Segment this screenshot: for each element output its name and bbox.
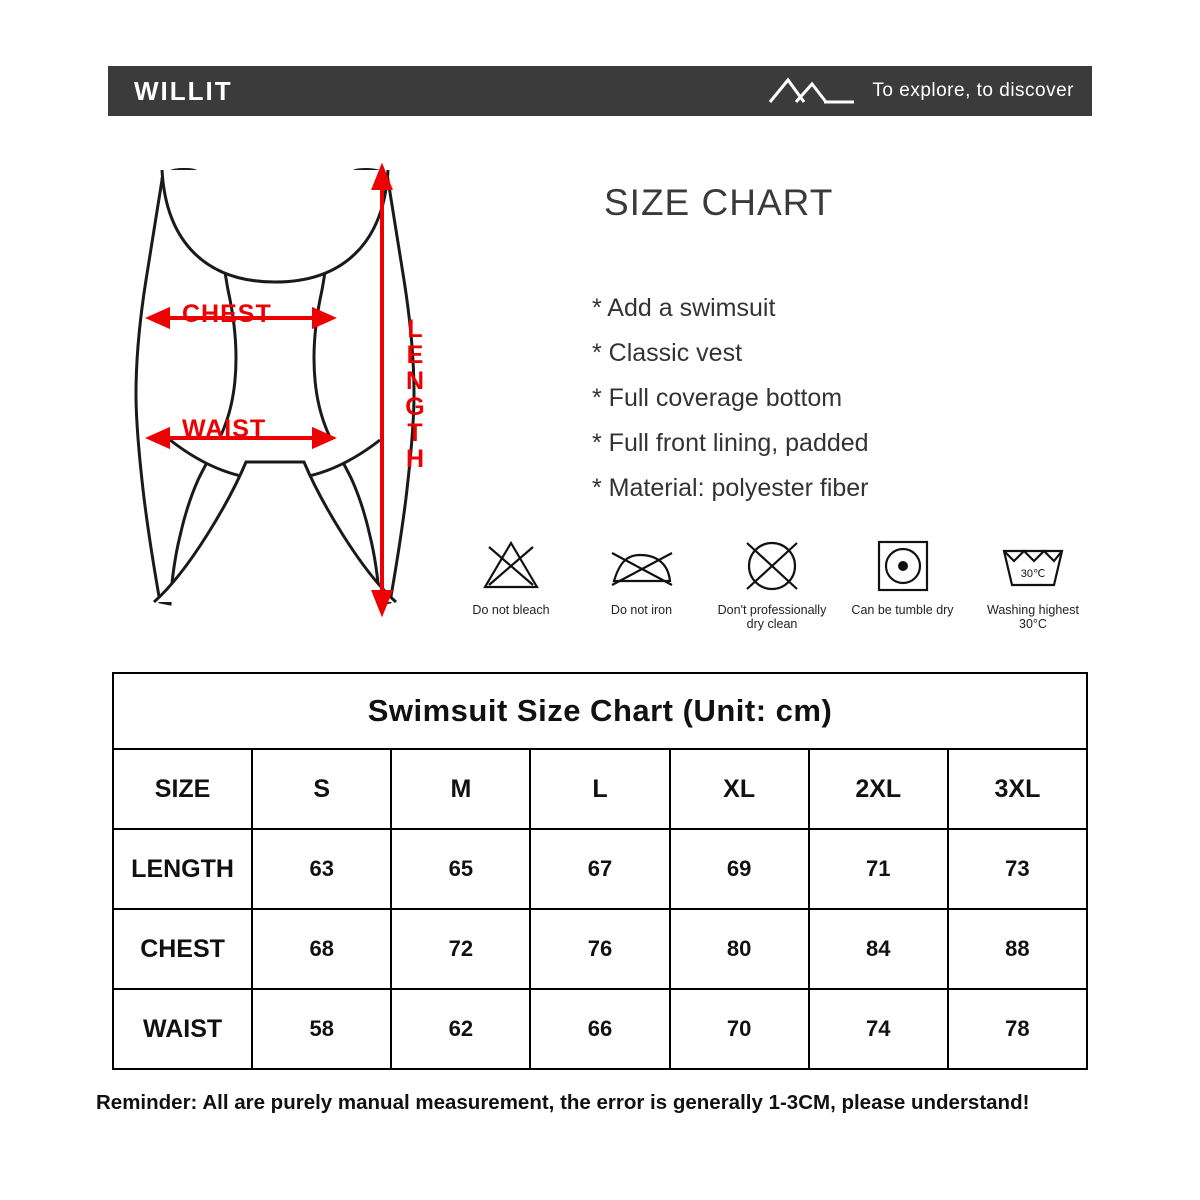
table-title-row <box>113 673 1087 749</box>
table-cell: 80 <box>670 909 809 989</box>
table-cell: 69 <box>670 829 809 909</box>
table-cell: 84 <box>809 909 948 989</box>
care-caption: Do not bleach <box>472 603 550 617</box>
tagline-group <box>766 72 1074 111</box>
table-cell: 58 <box>252 989 391 1069</box>
list-item: * Material: polyester fiber <box>592 474 869 502</box>
length-label: LENGTH <box>401 315 429 471</box>
table-cell: 76 <box>530 909 669 989</box>
care-caption: Do not iron <box>610 603 673 617</box>
care-caption: Washing highest 30°C <box>987 603 1079 631</box>
row-label: LENGTH <box>113 829 252 909</box>
table-cell: 71 <box>809 829 948 909</box>
care-item <box>844 535 962 631</box>
wash-30c-icon <box>974 535 1092 597</box>
care-item <box>452 535 570 631</box>
row-label: CHEST <box>113 909 252 989</box>
swimsuit-illustration <box>110 150 440 650</box>
column-header: XL <box>670 749 809 829</box>
column-header: 2XL <box>809 749 948 829</box>
size-table <box>112 672 1088 1070</box>
table-cell: 63 <box>252 829 391 909</box>
tumble-dry-icon <box>844 535 962 597</box>
size-table-container <box>112 672 1088 1070</box>
swimsuit-drawing <box>110 150 440 650</box>
column-header: 3XL <box>948 749 1087 829</box>
table-title: Swimsuit Size Chart (Unit: cm) <box>113 673 1087 749</box>
reminder-text: Reminder: All are purely manual measurement, the error is generally 1-3CM, please understand! <box>96 1091 1030 1114</box>
table-cell: 72 <box>391 909 530 989</box>
page-title: SIZE CHART <box>604 182 834 223</box>
table-cell: 66 <box>530 989 669 1069</box>
column-header: SIZE <box>113 749 252 829</box>
table-row <box>113 829 1087 909</box>
care-caption: Don't professionally dry clean <box>717 603 827 631</box>
header-bar <box>108 66 1092 116</box>
column-header: S <box>252 749 391 829</box>
care-caption: Can be tumble dry <box>851 603 954 617</box>
care-instructions <box>452 535 1092 631</box>
list-item: * Add a swimsuit <box>592 294 776 322</box>
do-not-bleach-icon <box>452 535 570 597</box>
column-header: L <box>530 749 669 829</box>
list-item: * Classic vest <box>592 339 743 367</box>
brand-logo-text: WILLIT <box>134 75 233 106</box>
svg-text:30℃: 30℃ <box>1020 568 1046 580</box>
table-cell: 78 <box>948 989 1087 1069</box>
table-cell: 70 <box>670 989 809 1069</box>
mountain-icon <box>766 72 862 111</box>
table-cell: 62 <box>391 989 530 1069</box>
row-label: WAIST <box>113 989 252 1069</box>
table-cell: 74 <box>809 989 948 1069</box>
list-item: * Full front lining, padded <box>592 429 869 457</box>
do-not-iron-icon <box>583 535 701 597</box>
table-row <box>113 909 1087 989</box>
column-header: M <box>391 749 530 829</box>
tagline-text: To explore, to discover <box>872 80 1074 101</box>
table-cell: 65 <box>391 829 530 909</box>
table-cell: 73 <box>948 829 1087 909</box>
table-cell: 67 <box>530 829 669 909</box>
waist-label: WAIST <box>182 415 267 443</box>
chest-label: CHEST <box>182 300 272 328</box>
table-cell: 88 <box>948 909 1087 989</box>
list-item: * Full coverage bottom <box>592 384 843 412</box>
care-item <box>713 535 831 631</box>
care-item <box>583 535 701 631</box>
table-header-row <box>113 749 1087 829</box>
feature-list <box>552 286 1072 511</box>
care-item <box>974 535 1092 631</box>
table-row <box>113 989 1087 1069</box>
do-not-dry-clean-icon <box>713 535 831 597</box>
table-cell: 68 <box>252 909 391 989</box>
